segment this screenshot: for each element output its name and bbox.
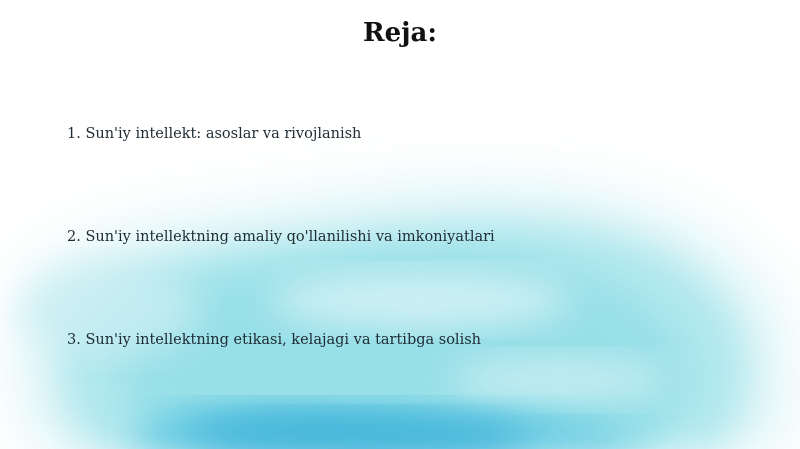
slide-title: Reja:: [362, 18, 437, 48]
plan-item-3: 3. Sun'iy intellektning etikasi, kelajagi va tartibga solish: [67, 332, 481, 348]
plan-item-1: 1. Sun'iy intellekt: asoslar va rivojlanish: [67, 126, 362, 142]
plan-item-2: 2. Sun'iy intellektning amaliy qo'llanilishi va imkoniyatlari: [67, 229, 495, 245]
